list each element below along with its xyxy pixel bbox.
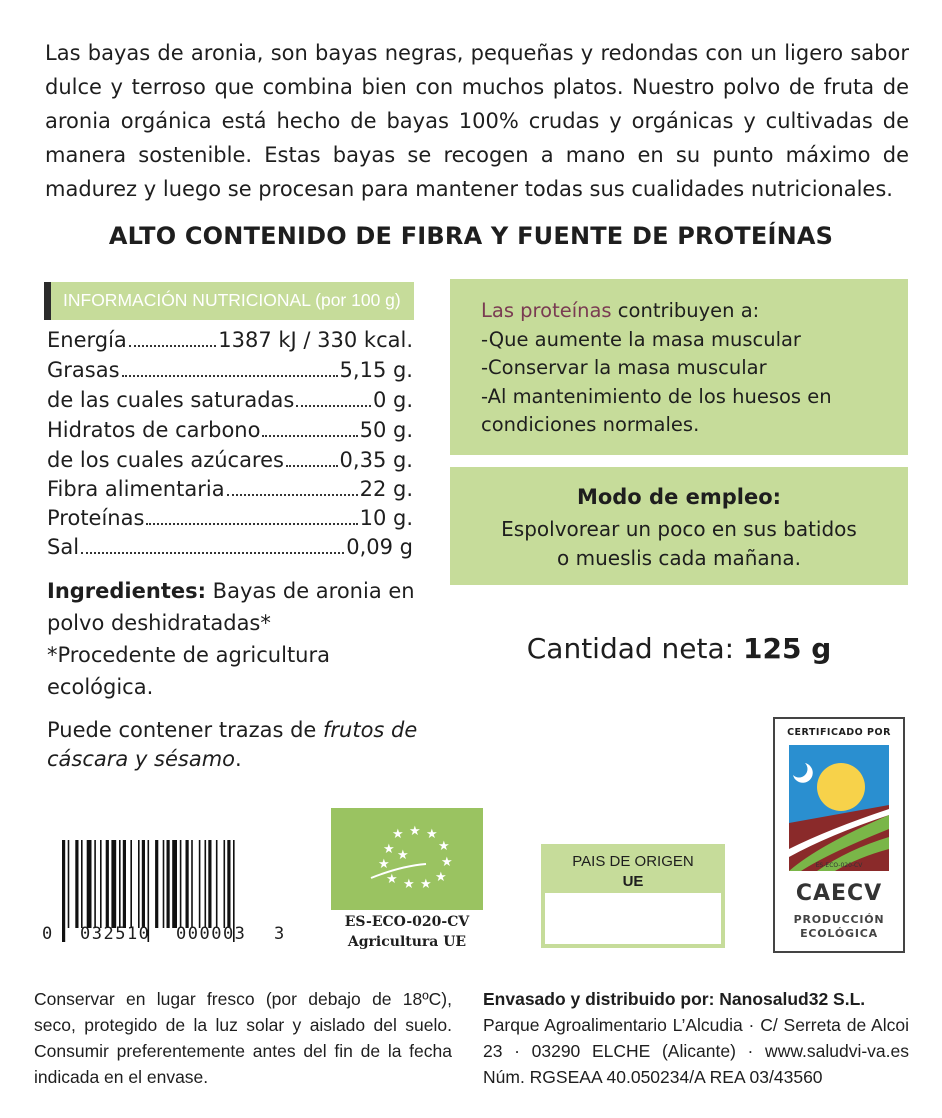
caecv-small-code: ES-ECO-020-CV bbox=[815, 862, 863, 869]
svg-text:★: ★ bbox=[378, 857, 390, 872]
origin-title: PAIS DE ORIGEN bbox=[572, 853, 694, 870]
svg-text:★: ★ bbox=[420, 877, 432, 892]
nutrition-row-fiber bbox=[47, 477, 413, 506]
dotted-leader bbox=[296, 404, 371, 407]
caecv-landscape-icon bbox=[789, 745, 889, 871]
dotted-leader bbox=[122, 374, 338, 377]
barcode bbox=[42, 840, 288, 948]
barcode-bar bbox=[138, 840, 140, 928]
nutrition-value: 22 g. bbox=[359, 477, 413, 501]
dotted-leader bbox=[227, 493, 358, 496]
barcode-bar bbox=[81, 840, 83, 928]
nutrition-label: Sal bbox=[47, 535, 80, 559]
proteins-item: -Conservar la masa muscular bbox=[481, 356, 767, 379]
usage-line: o mueslis cada mañana. bbox=[557, 546, 801, 570]
dotted-leader bbox=[146, 522, 357, 525]
origin-blank bbox=[545, 893, 721, 944]
caecv-sub-line: PRODUCCIÓN bbox=[793, 913, 885, 926]
nutrition-row-energy bbox=[47, 328, 413, 357]
svg-text:★: ★ bbox=[435, 870, 447, 885]
nutrition-label: Fibra alimentaria bbox=[47, 477, 225, 501]
eu-organic-logo bbox=[331, 808, 483, 910]
nutrition-row-salt bbox=[47, 535, 413, 564]
proteins-box bbox=[450, 279, 908, 455]
distributor-info bbox=[483, 986, 909, 1090]
barcode-bar bbox=[94, 840, 96, 928]
svg-text:★: ★ bbox=[409, 824, 421, 839]
origin-box bbox=[541, 844, 725, 948]
origin-text bbox=[541, 852, 725, 892]
claim-heading: ALTO CONTENIDO DE FIBRA Y FUENTE DE PROTEÍNAS bbox=[108, 222, 834, 250]
svg-text:★: ★ bbox=[441, 855, 453, 870]
barcode-bar bbox=[208, 840, 211, 928]
traces-allergens: frutos de cáscara y sésamo bbox=[47, 718, 418, 771]
barcode-bar bbox=[75, 840, 78, 928]
allergen-traces bbox=[47, 716, 427, 774]
nutrition-value: 5,15 g. bbox=[339, 358, 413, 382]
description-text: Las bayas de aronia, son bayas negras, pequeñas y redondas con un ligero sabor dulce y terroso que combina bien con muchos platos. Nuestro polvo de fruta de aronia orgánica está hecho de bayas 100% crudas y orgánicas y cultivadas de manera sostenible. Estas bayas se recogen a mano en su punto máximo de bbox=[45, 41, 909, 167]
barcode-bar bbox=[205, 840, 207, 928]
dotted-leader bbox=[129, 344, 216, 347]
barcode-bar bbox=[130, 840, 132, 928]
net-quantity bbox=[450, 632, 908, 665]
barcode-bar bbox=[172, 840, 177, 928]
barcode-bar bbox=[106, 840, 109, 928]
eu-leaf-icon bbox=[331, 808, 483, 910]
nutrition-row-sugars bbox=[47, 448, 413, 477]
svg-text:★: ★ bbox=[392, 827, 404, 842]
nutrition-value: 0,09 g bbox=[346, 535, 413, 559]
dotted-leader bbox=[262, 434, 357, 437]
barcode-bar bbox=[199, 840, 201, 928]
proteins-item: -Al mantenimiento de los huesos en condiciones normales. bbox=[481, 384, 832, 436]
usage-text bbox=[450, 515, 908, 573]
nutrition-label: Energía bbox=[47, 328, 127, 352]
distributor-label: Envasado y distribuido por: Nanosalud32 S.L. bbox=[483, 989, 866, 1009]
barcode-bar bbox=[87, 840, 92, 928]
proteins-item: -Que aumente la masa muscular bbox=[481, 327, 801, 351]
caecv-top-label: CERTIFICADO POR bbox=[787, 727, 891, 738]
distributor-address: Parque Agroalimentario L’Alcudia · C/ Serreta de Alcoi 23 · 03290 ELCHE (Alicante) · www.saludvi-va.es Núm. RGSEAA 40.050234/A REA 03/43560 bbox=[483, 1015, 909, 1087]
barcode-bar bbox=[68, 840, 70, 928]
usage-title: Modo de empleo: bbox=[576, 485, 782, 509]
svg-text:★: ★ bbox=[438, 839, 450, 854]
eu-code: ES-ECO-020-CV bbox=[344, 914, 470, 930]
net-quantity-label: Cantidad neta: bbox=[526, 632, 743, 665]
barcode-bar bbox=[180, 840, 182, 928]
dotted-leader bbox=[81, 551, 344, 554]
net-quantity-value: 125 g bbox=[743, 632, 832, 665]
description-last-line: madurez y luego se procesan para mantener todas sus cualidades nutricionales. bbox=[45, 177, 893, 201]
origin-value: UE bbox=[622, 873, 644, 890]
barcode-bar bbox=[224, 840, 226, 928]
ingredients-label: Ingredientes: bbox=[47, 579, 206, 603]
traces-text: Puede contener trazas de bbox=[47, 718, 324, 742]
proteins-lead: contribuyen a: bbox=[611, 299, 760, 322]
barcode-bar bbox=[100, 840, 102, 928]
ingredients-note: *Procedente de agricultura ecológica. bbox=[47, 643, 330, 699]
barcode-bar bbox=[123, 840, 126, 928]
barcode-digit: 032510 bbox=[80, 924, 151, 944]
barcode-digit: 0 bbox=[42, 924, 53, 944]
nutrition-label: de los cuales azúcares bbox=[47, 448, 284, 472]
caecv-subtitle bbox=[775, 913, 903, 941]
nutrition-value: 1387 kJ / 330 kcal. bbox=[218, 328, 413, 352]
eu-organic-caption bbox=[331, 912, 483, 952]
barcode-bar bbox=[186, 840, 189, 928]
barcode-digit: 000003 bbox=[176, 924, 247, 944]
nutrition-value: 0 g. bbox=[372, 388, 413, 412]
proteins-accent: Las proteínas bbox=[481, 299, 612, 322]
usage-box bbox=[450, 467, 908, 585]
nutrition-label: de las cuales saturadas bbox=[47, 388, 295, 412]
nutrition-row-protein bbox=[47, 506, 413, 535]
traces-end: . bbox=[235, 747, 242, 771]
barcode-bar bbox=[191, 840, 193, 928]
barcode-bar bbox=[167, 840, 170, 928]
barcode-bar bbox=[142, 840, 145, 928]
ingredients-text: Bayas de aronia en polvo deshidratadas* bbox=[47, 579, 415, 635]
nutrition-label: Proteínas bbox=[47, 506, 145, 530]
barcode-bar bbox=[216, 840, 218, 928]
svg-text:★: ★ bbox=[383, 842, 395, 857]
barcode-bar bbox=[163, 840, 165, 928]
ingredients bbox=[47, 575, 427, 703]
barcode-bar bbox=[62, 840, 65, 942]
barcode-digit: 3 bbox=[274, 924, 285, 944]
storage-instructions: Conservar en lugar fresco (por debajo de 18ºC), seco, protegido de la luz solar y aislado del suelo. Consumir preferentemente antes del fin de la fecha indicada en el envase. bbox=[34, 989, 452, 1087]
barcode-bar bbox=[155, 840, 158, 928]
barcode-bar bbox=[111, 840, 116, 928]
nutrition-label: Hidratos de carbono bbox=[47, 418, 261, 442]
svg-text:★: ★ bbox=[386, 872, 398, 887]
svg-text:★: ★ bbox=[397, 848, 409, 863]
svg-text:★: ★ bbox=[403, 877, 415, 892]
nutrition-value: 50 g. bbox=[359, 418, 413, 442]
barcode-bar bbox=[227, 840, 230, 928]
nutrition-row-carbs bbox=[47, 418, 413, 447]
nutrition-header bbox=[44, 282, 414, 320]
caecv-sub-line: ECOLÓGICA bbox=[800, 927, 878, 940]
nutrition-value: 10 g. bbox=[359, 506, 413, 530]
usage-line: Espolvorear un poco en sus batidos bbox=[501, 517, 857, 541]
caecv-name: CAECV bbox=[795, 881, 883, 906]
barcode-bar bbox=[119, 840, 121, 928]
svg-text:★: ★ bbox=[426, 827, 438, 842]
product-description bbox=[45, 36, 909, 206]
nutrition-label: Grasas bbox=[47, 358, 120, 382]
caecv-certification bbox=[773, 717, 905, 953]
nutrition-value: 0,35 g. bbox=[339, 448, 413, 472]
dotted-leader bbox=[286, 464, 338, 467]
nutrition-header-label: INFORMACIÓN NUTRICIONAL (por 100 g) bbox=[63, 290, 401, 310]
eu-label: Agricultura UE bbox=[347, 934, 467, 950]
nutrition-row-saturated bbox=[47, 388, 413, 417]
nutrition-row-fat bbox=[47, 358, 413, 387]
